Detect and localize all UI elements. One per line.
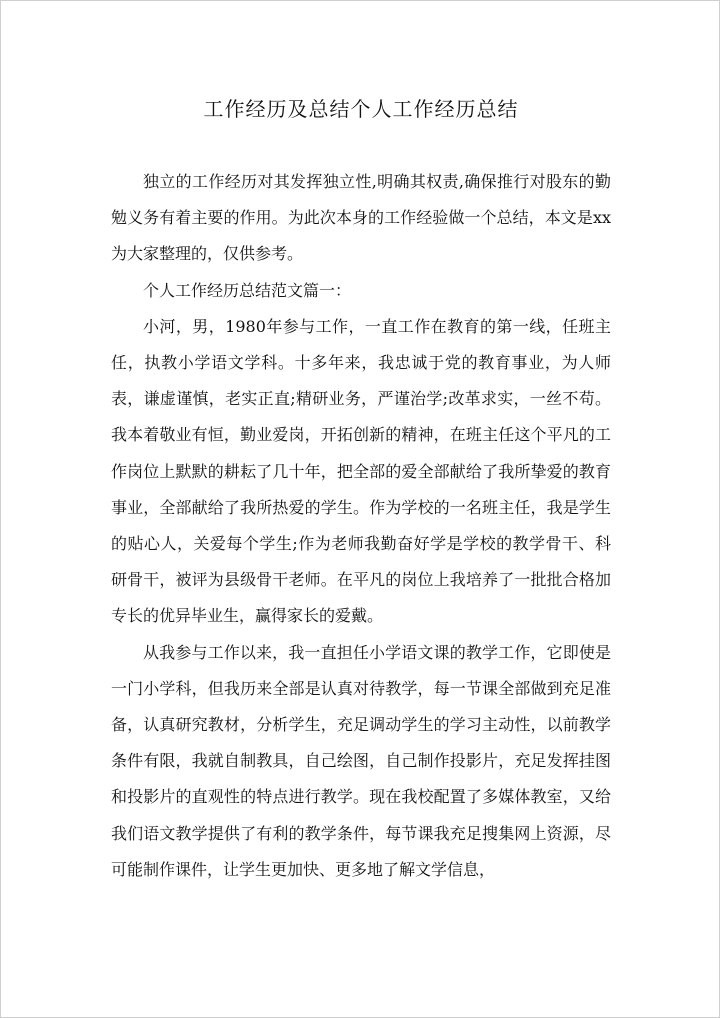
paragraph-teaching: 从我参与工作以来，我一直担任小学语文课的教学工作，它即使是一门小学科，但我历来全部是认真对待教学，每一节课全部做到充足准备，认真研究教材，分析学生，充足调动学生的学习主动性，以前教学条件有限，我就自制教具，自己绘图，自己制作投影片，充足发挥挂图和投影片的直观性的特点进行教学。现在我校配置了多媒体教室，又给我们语文教学提供了有利的教学条件，每节课我充足搜集网上资源，尽可能制作课件，让学生更加快、更多地了解文学信息，: [111, 642, 611, 879]
paragraph-experience: 小河，男，1980年参与工作，一直工作在教育的第一线，任班主任，执教小学语文学科。十多年来，我忠诚于党的教育事业，为人师表，谦虚谨慎，老实正直;精研业务，严谨治学;改革求实，一丝不苟。我本着敬业有恒，勤业爱岗，开拓创新的精神，在班主任这个平凡的工作岗位上默默的耕耘了几十年，把全部的爱全部献给了我所挚爱的教育事业，全部献给了我所热爱的学生。作为学校的一名班主任，我是学生的贴心人，关爱每个学生;作为老师我勤奋好学是学校的教学骨干、科研骨干，被评为县级骨干老师。在平凡的岗位上我培养了一批批合格加专长的优异毕业生，赢得家长的爱戴。: [111, 316, 611, 626]
paragraph-intro: 独立的工作经历对其发挥独立性,明确其权责,确保推行对股东的勤勉义务有着主要的作用。为此次本身的工作经验做一个总结，本文是xx为大家整理的，仅供参考。: [111, 172, 611, 264]
document-body: [111, 164, 611, 888]
document-title: 工作经历及总结个人工作经历总结: [203, 97, 519, 121]
paragraph-section-heading: 个人工作经历总结范文篇一：: [143, 280, 352, 300]
